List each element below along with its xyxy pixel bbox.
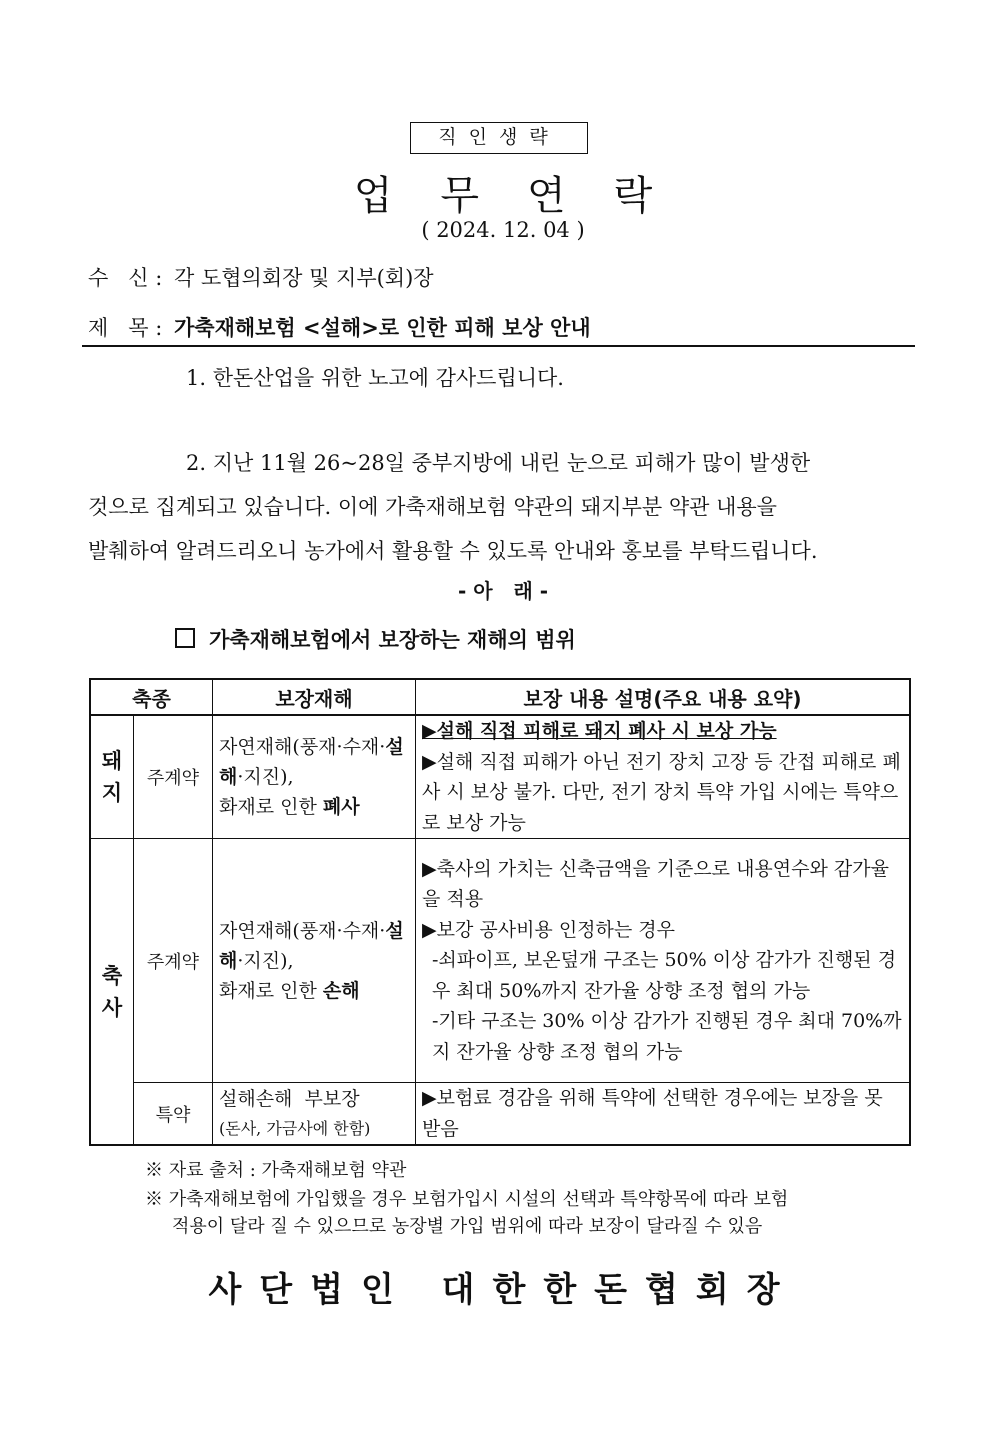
header-disaster: 보장재해	[213, 679, 416, 715]
note-caution-line-2: 적용이 달라 질 수 있으므로 농장별 가입 범위에 따라 보장이 달라질 수 있음	[172, 1216, 763, 1237]
description-pig	[416, 715, 911, 839]
checkbox-square-icon	[175, 628, 195, 648]
note-source: ※ 자료 출처 : 가축재해보험 약관	[145, 1160, 407, 1181]
section-heading	[175, 624, 576, 654]
barn-desc-4: -기타 구조는 30% 이상 감가가 진행된 경우 최대 70%까지 잔가율 상향 조정 협의 가능	[432, 1010, 902, 1063]
paragraph-2-line-1: 2. 지난 11월 26~28일 중부지방에 내린 눈으로 피해가 많이 발생한	[186, 451, 811, 475]
seal-omission-box: 직인생략	[410, 122, 588, 154]
barn-desc-3: -쇠파이프, 보온덮개 구조는 50% 이상 감가가 진행된 경우 최대 50%까지 잔가율 상향 조정 협의 가능	[432, 949, 897, 1002]
document-title: 업무연락	[353, 173, 701, 219]
barn-desc-2: ▶보강 공사비용 인정하는 경우	[422, 918, 675, 941]
paragraph-2-line-3: 발췌하여 알려드리오니 농가에서 활용할 수 있도록 안내와 홍보를 부탁드립니다.	[88, 539, 818, 563]
table-header-row	[90, 679, 910, 715]
table-row	[90, 1083, 910, 1146]
description-barn	[416, 839, 911, 1083]
document-date: ( 2024. 12. 04 )	[421, 218, 585, 242]
paragraph-2-line-2: 것으로 집계되고 있습니다. 이에 가축재해보험 약관의 돼지부분 약관 내용을	[88, 495, 777, 519]
type-rider: 특약	[134, 1083, 213, 1146]
table-row	[90, 715, 910, 839]
pig-desc-1: ▶설해 직접 피해로 돼지 폐사 시 보상 가능	[422, 720, 777, 742]
table-row	[90, 839, 910, 1083]
disaster-barn: 자연재해(풍재·수재·설해·지진), 화재로 인한 손해	[213, 839, 416, 1083]
type-main: 주계약	[134, 715, 213, 839]
header-divider	[82, 345, 915, 347]
disaster-pig: 자연재해(풍재·수재·설해·지진), 화재로 인한 폐사	[213, 715, 416, 839]
subject-row	[88, 312, 591, 342]
recipient-label: 수 신 :	[88, 266, 163, 290]
animal-pig: 돼 지	[90, 715, 134, 839]
header-livestock: 축종	[90, 679, 213, 715]
pig-desc-2: ▶설해 직접 피해가 아닌 전기 장치 고장 등 간접 피해로 폐사 시 보상 불가. 다만, 전기 장치 특약 가입 시에는 특약으로 보상 가능	[422, 750, 901, 834]
signature: 사단법인 대한한돈협회장	[208, 1270, 798, 1310]
below-marker: - 아 래 -	[457, 579, 549, 603]
disaster-rider: 설해손해 부보장 (돈사, 가금사에 한함)	[213, 1083, 416, 1146]
recipient-value: 각 도협의회장 및 지부(회)장	[174, 266, 434, 290]
type-main: 주계약	[134, 839, 213, 1083]
subject-value: 가축재해보험 <설해>로 인한 피해 보상 안내	[174, 316, 591, 340]
coverage-table	[89, 678, 911, 1146]
header-description: 보장 내용 설명(주요 내용 요약)	[416, 679, 911, 715]
note-caution-line-1: ※ 가축재해보험에 가입했을 경우 보험가입시 시설의 선택과 특약항목에 따라 보험	[145, 1189, 789, 1210]
recipient-row	[88, 262, 434, 292]
subject-label: 제 목 :	[88, 316, 163, 340]
barn-desc-1: ▶축사의 가치는 신축금액을 기준으로 내용연수와 감가율을 적용	[422, 857, 889, 911]
description-rider: ▶보험료 경감을 위해 특약에 선택한 경우에는 보장을 못 받음	[416, 1083, 911, 1146]
section-title: 가축재해보험에서 보장하는 재해의 범위	[209, 628, 576, 652]
paragraph-1: 1. 한돈산업을 위한 노고에 감사드립니다.	[186, 366, 564, 390]
animal-barn: 축 사	[90, 839, 134, 1146]
